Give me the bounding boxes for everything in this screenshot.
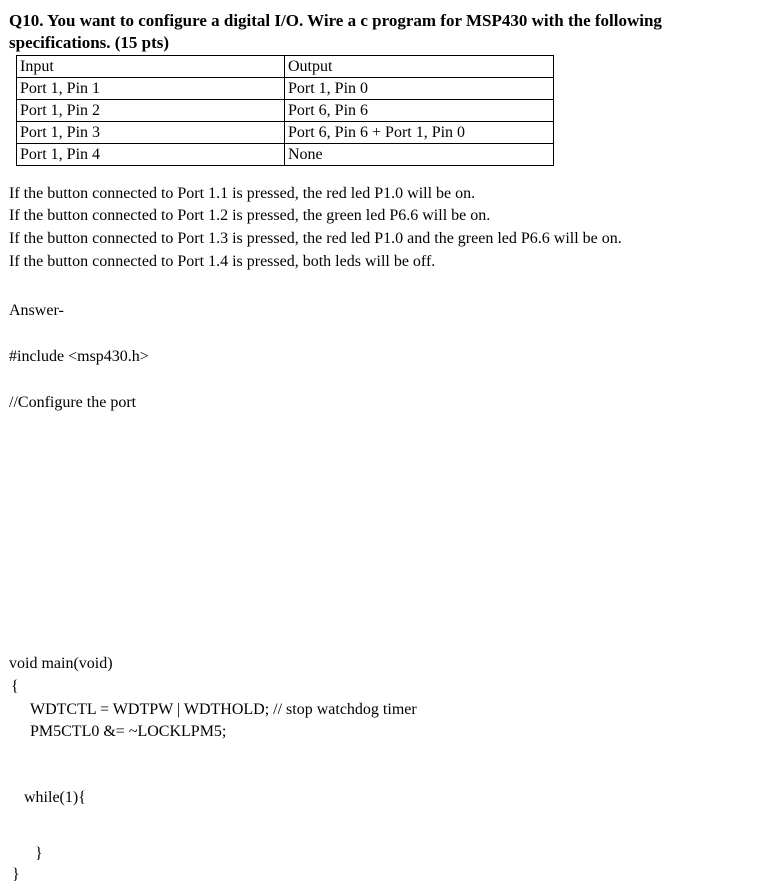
table-header-row bbox=[17, 56, 554, 78]
table-row bbox=[17, 144, 554, 166]
code-comment-configure: //Configure the port bbox=[9, 394, 137, 411]
code-wdt-line: WDTCTL = WDTPW | WDTHOLD; // stop watchdog timer bbox=[30, 701, 417, 718]
code-pm5-line: PM5CTL0 &= ~LOCKLPM5; bbox=[30, 723, 227, 740]
code-while-line: while(1){ bbox=[24, 789, 86, 806]
question-line-2: specifications. (15 pts) bbox=[9, 33, 170, 52]
question-title bbox=[9, 10, 764, 54]
header-input: Input bbox=[17, 56, 285, 78]
cell-output: Port 6, Pin 6 + Port 1, Pin 0 bbox=[285, 122, 554, 144]
answer-label: Answer- bbox=[9, 302, 64, 319]
cell-output: Port 6, Pin 6 bbox=[285, 100, 554, 122]
description-line: If the button connected to Port 1.2 is pressed, the green led P6.6 will be on. bbox=[9, 207, 491, 224]
code-outer-close-brace: } bbox=[12, 866, 20, 883]
cell-input: Port 1, Pin 1 bbox=[17, 78, 285, 100]
description-line: If the button connected to Port 1.4 is pressed, both leds will be off. bbox=[9, 253, 436, 270]
description-line: If the button connected to Port 1.3 is pressed, the red led P1.0 and the green led P6.6 will be on. bbox=[9, 230, 622, 247]
code-open-brace: { bbox=[11, 678, 19, 695]
table-row bbox=[17, 78, 554, 100]
cell-input: Port 1, Pin 4 bbox=[17, 144, 285, 166]
code-main-signature: void main(void) bbox=[9, 655, 113, 672]
question-line-1: Q10. You want to configure a digital I/O. Wire a c program for MSP430 with the following bbox=[9, 11, 662, 30]
cell-output: None bbox=[285, 144, 554, 166]
code-inner-close-brace: } bbox=[35, 845, 43, 862]
cell-input: Port 1, Pin 3 bbox=[17, 122, 285, 144]
cell-input: Port 1, Pin 2 bbox=[17, 100, 285, 122]
table-row bbox=[17, 100, 554, 122]
header-output: Output bbox=[285, 56, 554, 78]
cell-output: Port 1, Pin 0 bbox=[285, 78, 554, 100]
io-spec-table bbox=[16, 55, 554, 166]
description-line: If the button connected to Port 1.1 is pressed, the red led P1.0 will be on. bbox=[9, 185, 476, 202]
code-include: #include <msp430.h> bbox=[9, 348, 149, 365]
table-row bbox=[17, 122, 554, 144]
